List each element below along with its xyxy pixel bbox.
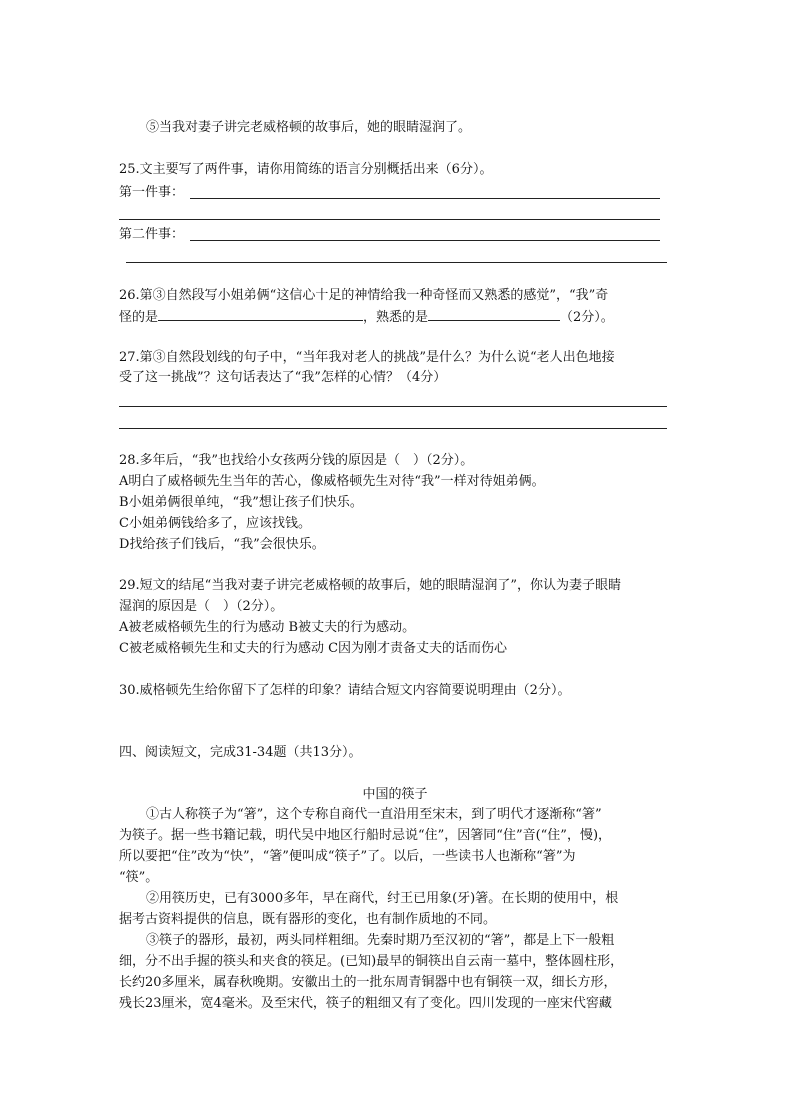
article-line: ③筷子的器形，最初，两头同样粗细。先秦时期乃至汉初的“箸”，都是上下一般粗: [146, 933, 615, 948]
question-28-prompt: 28.多年后，“我”也找给小女孩两分钱的原因是（ ）（2分）。: [119, 453, 474, 468]
article-line: 长约20多厘米，属春秋晚期。安徽出土的一批东周青铜器中也有铜筷一双，细长方形，: [119, 975, 617, 990]
answer-blank[interactable]: [158, 306, 363, 321]
question-26-text-b: ，熟悉的是: [363, 310, 429, 325]
article-line: 所以要把“住”改为“快”，“箸”便叫成“筷子”了。以后，一些读书人也渐称“箸”为: [119, 849, 576, 864]
question-26-line-2: [119, 306, 614, 328]
question-28-option-b[interactable]: B小姐弟俩很单纯，“我”想让孩子们快乐。: [119, 495, 363, 510]
question-27-line-2: 受了这一挑战”？这句话表达了“我”怎样的心情？（4分）: [119, 370, 447, 385]
article-line: ②用筷历史，已有3000多年，早在商代，纣王已用象(牙)箸。在长期的使用中，根: [146, 891, 619, 906]
question-30: 30.威格顿先生给你留下了怎样的印象？请结合短文内容简要说明理由（2分）。: [119, 683, 571, 698]
section-4-heading: 四、阅读短文，完成31-34题（共13分）。: [119, 745, 362, 760]
answer-line[interactable]: [119, 428, 667, 429]
answer-blank[interactable]: [428, 306, 560, 321]
article-line: “筷”。: [119, 870, 159, 885]
answer-line[interactable]: [119, 406, 667, 407]
question-29-line-1: 29.短文的结尾“当我对妻子讲完老威格顿的故事后，她的眼睛湿润了”，你认为妻子眼睛: [119, 578, 621, 593]
question-25-prompt: 25.文主要写了两件事，请你用简练的语言分别概括出来（6分）。: [119, 162, 493, 177]
answer-line[interactable]: [190, 240, 660, 241]
article-line: 残长23厘米，宽4毫米。及至宋代，筷子的粗细又有了变化。四川发现的一座宋代窖藏: [119, 996, 612, 1011]
article-line: 为筷子。据一些书籍记载，明代吴中地区行船时忌说“住”，因箸同“住”音(“住”，慢)，: [119, 828, 612, 843]
article-title: 中国的筷子: [362, 787, 428, 802]
question-28-option-c[interactable]: C小姐弟俩钱给多了，应该找钱。: [119, 516, 311, 531]
question-27-line-1: 27.第③自然段划线的句子中，“当年我对老人的挑战”是什么？为什么说“老人出色地接: [119, 350, 615, 365]
question-29-options-line-2[interactable]: C被老威格顿先生和丈夫的行为感动 C因为刚才责备丈夫的话而伤心: [119, 641, 508, 656]
article-line: ①古人称筷子为“箸”，这个专称自商代一直沿用至宋末，到了明代才逐渐称“箸”: [146, 807, 602, 822]
question-25-second-label: 第二件事：: [119, 227, 185, 242]
question-28-option-d[interactable]: D找给孩子们钱后，“我”会很快乐。: [119, 537, 325, 552]
question-29-line-2: 湿润的原因是（ ）（2分）。: [119, 599, 284, 614]
question-26-text-a: 怪的是: [119, 310, 159, 325]
answer-line[interactable]: [119, 219, 660, 220]
question-26-line-1: 26.第③自然段写小姐弟俩“这信心十足的神情给我一种奇怪而又熟悉的感觉”，“我”奇: [119, 288, 609, 303]
question-29-options-line-1[interactable]: A被老威格顿先生的行为感动 B被丈夫的行为感动。: [119, 620, 416, 635]
answer-line[interactable]: [126, 262, 667, 263]
paragraph-5: ⑤当我对妻子讲完老威格顿的故事后，她的眼睛湿润了。: [146, 120, 472, 135]
article-line: 细，分不出手握的筷头和夹食的筷足。(已知)最早的铜筷出自云南一墓中，整体圆柱形，: [119, 954, 624, 969]
article-line: 据考古资料提供的信息，既有器形的变化，也有制作质地的不同。: [119, 912, 497, 927]
answer-line[interactable]: [190, 198, 660, 199]
question-25-first-label: 第一件事：: [119, 185, 185, 200]
question-28-option-a[interactable]: A明白了威格顿先生当年的苦心，像威格顿先生对待“我”一样对待姐弟俩。: [119, 474, 545, 489]
question-26-text-c: （2分）。: [560, 310, 614, 325]
